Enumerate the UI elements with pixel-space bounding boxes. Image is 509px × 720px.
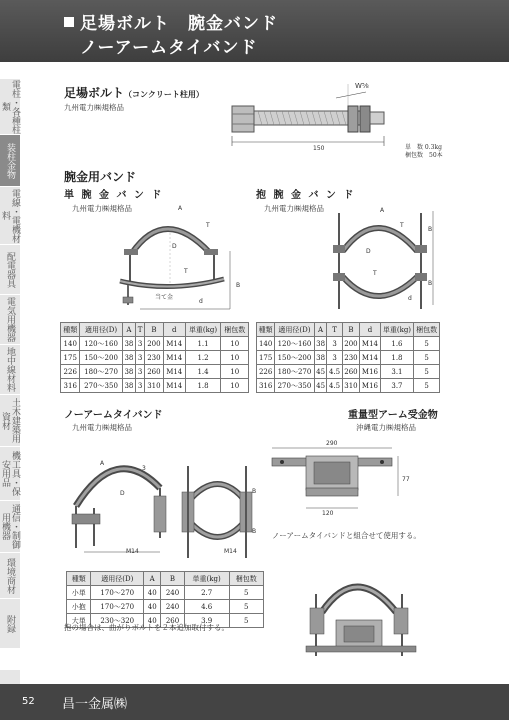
single-band-table xyxy=(60,322,249,393)
table-cell: 170～270 xyxy=(91,600,144,614)
sidebar-tab-pole-hardware[interactable]: 装柱金物 xyxy=(0,134,20,186)
table-cell: 38 xyxy=(122,351,136,365)
double-label-b2: B xyxy=(428,280,433,287)
table-cell: 3.7 xyxy=(380,379,413,393)
table-cell: 230～320 xyxy=(91,614,144,628)
table-cell: M14 xyxy=(163,351,185,365)
table-cell: 4.6 xyxy=(184,600,229,614)
double-band-spec: 九州電力㈱規格品 xyxy=(264,204,324,213)
bolt-weight: 単 数 0.3kg xyxy=(405,144,442,151)
table-header-row xyxy=(67,572,264,586)
noarm-label-d: D xyxy=(120,490,125,497)
table-cell: 38 xyxy=(314,337,327,351)
bolt-length-dim: 150 xyxy=(313,145,325,152)
sidebar-tab-electrical-equipment[interactable]: 電気用機器 xyxy=(0,294,20,344)
table-header: 梱包数 xyxy=(221,323,249,337)
heavy-height-dim: 77 xyxy=(402,476,410,483)
table-cell: 140 xyxy=(257,337,275,351)
single-band-spec: 九州電力㈱規格品 xyxy=(72,204,132,213)
table-cell: 140 xyxy=(61,337,80,351)
table-cell: 230 xyxy=(342,351,360,365)
table-cell: 260 xyxy=(342,365,360,379)
table-header: B xyxy=(145,323,164,337)
table-cell: 40 xyxy=(144,600,161,614)
heavy-base-dim: 120 xyxy=(322,510,334,517)
page-number: 52 xyxy=(22,696,35,707)
table-cell: 3 xyxy=(136,365,145,379)
table-cell: 5 xyxy=(229,614,263,628)
sidebar-tab-environment[interactable]: 環境商材 xyxy=(0,552,20,598)
table-cell: 4.5 xyxy=(327,379,342,393)
single-label-a: A xyxy=(178,205,183,212)
table-row xyxy=(61,351,249,365)
noarm-label-3: 3 xyxy=(142,465,146,472)
single-label-t2: T xyxy=(184,268,188,275)
table-row xyxy=(257,379,440,393)
noarm-note: 抱の場合は、曲がりボルトを２本追加取付する。 xyxy=(64,623,229,632)
table-cell: 10 xyxy=(221,365,249,379)
table-cell: 40 xyxy=(144,614,161,628)
table-cell: 10 xyxy=(221,351,249,365)
table-header: B xyxy=(161,572,185,586)
single-band-drawing xyxy=(110,205,250,317)
table-row xyxy=(61,337,249,351)
table-cell: 170～270 xyxy=(91,586,144,600)
table-header: 適用径(D) xyxy=(275,323,314,337)
heavy-section-title: 重量型アーム受金物 xyxy=(348,410,438,421)
table-row xyxy=(257,337,440,351)
table-cell: 120～160 xyxy=(275,337,314,351)
noarm-section-title: ノーアームタイバンド xyxy=(64,410,163,421)
table-cell: M16 xyxy=(360,379,380,393)
table-header: A xyxy=(314,323,327,337)
table-cell: 3 xyxy=(136,337,145,351)
noarm-double-drawing xyxy=(178,462,258,562)
table-cell: 38 xyxy=(122,337,136,351)
table-header: d xyxy=(163,323,185,337)
heavy-note: ノーアームタイバンドと組合せて使用する。 xyxy=(272,531,421,540)
table-cell: 240 xyxy=(161,600,185,614)
table-header: 梱包数 xyxy=(414,323,440,337)
table-cell: 38 xyxy=(122,379,136,393)
table-cell: 1.6 xyxy=(380,337,413,351)
single-label-t1: T xyxy=(206,222,210,229)
double-label-d2: d xyxy=(408,295,412,302)
table-cell: 180～270 xyxy=(275,365,314,379)
table-cell: 230 xyxy=(145,351,164,365)
table-header: 種類 xyxy=(257,323,275,337)
table-cell: 5 xyxy=(414,337,440,351)
table-cell: 316 xyxy=(257,379,275,393)
table-row xyxy=(61,379,249,393)
table-cell: 小単 xyxy=(67,586,91,600)
table-row xyxy=(257,365,440,379)
table-row xyxy=(67,586,264,600)
table-cell: M14 xyxy=(163,379,185,393)
table-cell: 150～200 xyxy=(275,351,314,365)
bolt-pack: 梱包数 50本 xyxy=(405,152,443,159)
table-header: B xyxy=(342,323,360,337)
table-cell: M14 xyxy=(163,365,185,379)
table-cell: M14 xyxy=(360,337,380,351)
heavy-spec: 沖縄電力㈱規格品 xyxy=(356,423,416,432)
table-cell: 1.8 xyxy=(380,351,413,365)
table-cell: 5 xyxy=(229,600,263,614)
double-band-drawing xyxy=(325,205,445,320)
table-cell: 小抱 xyxy=(67,600,91,614)
table-cell: 2.7 xyxy=(184,586,229,600)
table-cell: 3.9 xyxy=(184,614,229,628)
table-cell: 310 xyxy=(145,379,164,393)
table-cell: 38 xyxy=(122,365,136,379)
table-cell: 150～200 xyxy=(80,351,122,365)
single-label-d2: d xyxy=(199,298,203,305)
sidebar-tab-appendix[interactable]: 附録 xyxy=(0,598,20,648)
table-cell: M14 xyxy=(163,337,185,351)
table-cell: 175 xyxy=(61,351,80,365)
double-label-t2: T xyxy=(373,270,377,277)
page-footer xyxy=(0,684,509,720)
noarm-table xyxy=(66,571,264,628)
table-cell: 1.4 xyxy=(185,365,221,379)
page-title-line2: ノーアームタイバンド xyxy=(80,38,258,58)
noarm-label-b1: B xyxy=(252,488,257,495)
bolt-thread-dim: W⁵⁄₈ xyxy=(355,82,369,90)
single-band-title: 単 腕 金 バ ン ド xyxy=(64,190,164,201)
double-label-t1: T xyxy=(400,222,404,229)
table-header: 梱包数 xyxy=(229,572,263,586)
table-cell: 200 xyxy=(342,337,360,351)
page-header xyxy=(0,0,509,62)
table-cell: 175 xyxy=(257,351,275,365)
table-header: A xyxy=(122,323,136,337)
noarm-single-drawing xyxy=(64,448,184,560)
table-row xyxy=(257,351,440,365)
bolt-section-title: 足場ボルト（コンクリート柱用） xyxy=(64,86,204,100)
table-header: 種類 xyxy=(61,323,80,337)
table-cell: 5 xyxy=(229,586,263,600)
table-cell: 226 xyxy=(61,365,80,379)
sidebar-tab-communication[interactable]: 通信・制御用機器 xyxy=(0,500,20,552)
table-header: 適用径(D) xyxy=(91,572,144,586)
table-header-row xyxy=(61,323,249,337)
table-header: 種類 xyxy=(67,572,91,586)
category-sidebar xyxy=(0,78,20,648)
sidebar-tab-civil[interactable]: 土木建築用資材 xyxy=(0,394,20,446)
table-row xyxy=(61,365,249,379)
single-label-note: 当て金 xyxy=(155,294,174,301)
table-header: 適用径(D) xyxy=(80,323,122,337)
single-label-b: B xyxy=(236,282,241,289)
table-cell: 38 xyxy=(314,351,327,365)
heavy-assembly-photo xyxy=(300,560,422,662)
double-label-d: D xyxy=(366,248,371,255)
noarm-label-m14a: M14 xyxy=(126,548,139,555)
table-cell: 180～270 xyxy=(80,365,122,379)
table-header: T xyxy=(136,323,145,337)
sidebar-tab-wire-materials[interactable]: 電線・電機材料 xyxy=(0,186,20,244)
single-label-d: D xyxy=(172,243,177,250)
armband-section-title: 腕金用バンド xyxy=(64,170,137,184)
table-cell: 226 xyxy=(257,365,275,379)
noarm-label-a: A xyxy=(100,460,105,467)
table-cell: 3 xyxy=(136,351,145,365)
table-cell: 3 xyxy=(136,379,145,393)
table-cell: M14 xyxy=(360,351,380,365)
sidebar-tab-underground[interactable]: 地中線材料 xyxy=(0,344,20,394)
table-cell: 316 xyxy=(61,379,80,393)
table-cell: 3.1 xyxy=(380,365,413,379)
table-cell: 120～160 xyxy=(80,337,122,351)
table-cell: 1.8 xyxy=(185,379,221,393)
table-header: 単重(kg) xyxy=(380,323,413,337)
table-cell: M16 xyxy=(360,365,380,379)
page-title-line1: 足場ボルト 腕金バンド xyxy=(64,9,278,34)
table-cell: 45 xyxy=(314,379,327,393)
table-header: 単重(kg) xyxy=(185,323,221,337)
table-cell: 1.2 xyxy=(185,351,221,365)
table-row xyxy=(67,600,264,614)
table-cell: 270～350 xyxy=(275,379,314,393)
table-header: T xyxy=(327,323,342,337)
table-cell: 10 xyxy=(221,379,249,393)
table-cell: 4.5 xyxy=(327,365,342,379)
double-label-b1: B xyxy=(428,226,433,233)
table-cell: 5 xyxy=(414,351,440,365)
table-header: 単重(kg) xyxy=(184,572,229,586)
table-cell: 310 xyxy=(342,379,360,393)
table-cell: 240 xyxy=(161,586,185,600)
noarm-label-m14b: M14 xyxy=(224,548,237,555)
table-cell: 10 xyxy=(221,337,249,351)
sidebar-tab-poles[interactable]: 電柱・各種柱類 xyxy=(0,79,20,134)
double-band-title: 抱 腕 金 バ ン ド xyxy=(256,190,356,201)
table-cell: 大単 xyxy=(67,614,91,628)
table-cell: 3 xyxy=(327,351,342,365)
noarm-label-b2: B xyxy=(252,528,257,535)
table-cell: 270～350 xyxy=(80,379,122,393)
table-cell: 5 xyxy=(414,365,440,379)
double-band-table xyxy=(256,322,440,393)
table-header: A xyxy=(144,572,161,586)
double-label-a: A xyxy=(380,207,385,214)
table-cell: 200 xyxy=(145,337,164,351)
noarm-spec: 九州電力㈱規格品 xyxy=(72,423,132,432)
table-cell: 40 xyxy=(144,586,161,600)
table-cell: 260 xyxy=(145,365,164,379)
table-header-row xyxy=(257,323,440,337)
table-cell: 5 xyxy=(414,379,440,393)
heavy-width-dim: 290 xyxy=(326,440,338,447)
table-cell: 45 xyxy=(314,365,327,379)
company-name: 昌一金属㈱ xyxy=(62,697,128,712)
table-header: d xyxy=(360,323,380,337)
bolt-drawing xyxy=(228,80,428,160)
table-cell: 1.1 xyxy=(185,337,221,351)
bolt-spec: 九州電力㈱規格品 xyxy=(64,103,124,112)
sidebar-tab-tools[interactable]: 機工具・保安用品 xyxy=(0,446,20,500)
sidebar-tab-distribution[interactable]: 配電器具 xyxy=(0,244,20,294)
table-cell: 3 xyxy=(327,337,342,351)
table-cell: 260 xyxy=(161,614,185,628)
